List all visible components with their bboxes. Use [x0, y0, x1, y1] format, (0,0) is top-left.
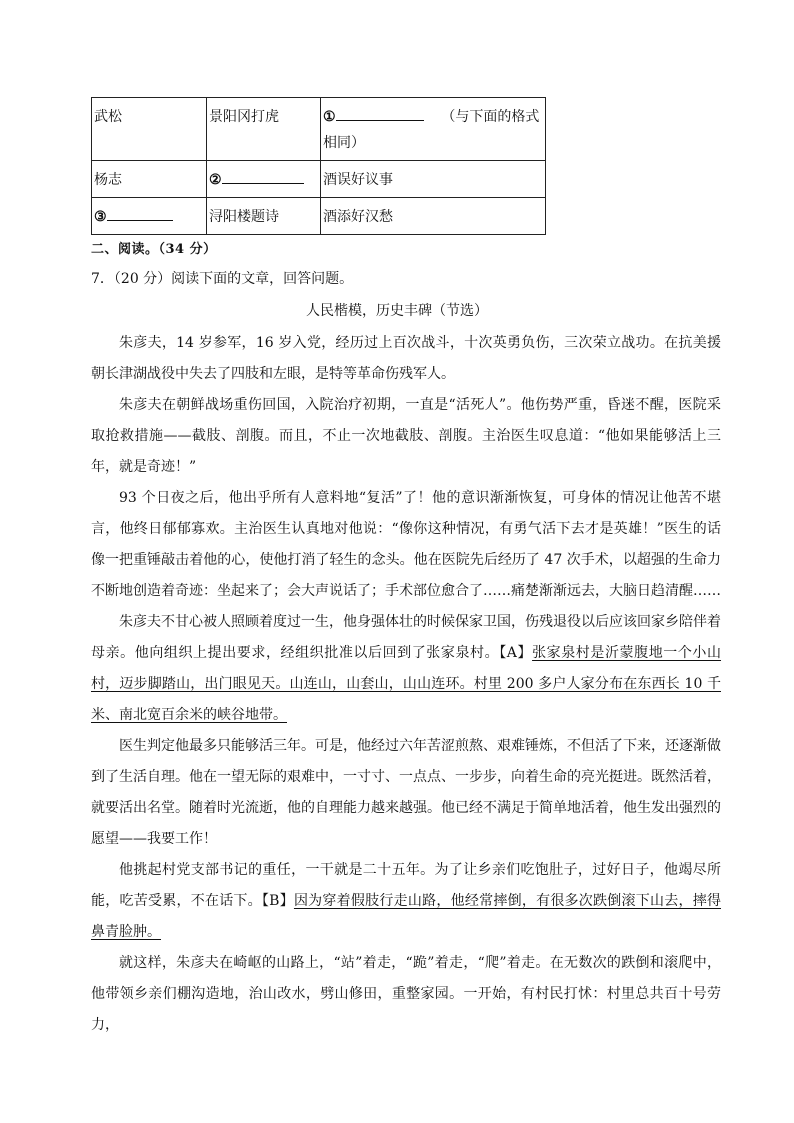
question-prompt: 7．（20 分）阅读下面的文章，回答问题。	[91, 271, 354, 287]
table-cell: 武松	[92, 98, 207, 161]
character-table	[91, 97, 546, 235]
paragraph-text: 朱彦夫不甘心被人照顾着度过一生，他身强体壮的时候保家卫国，伤残退役以后应该回家乡陪伴着母亲。他向组织上提出要求，经组织批准以后回到了张家泉村。【A】	[91, 614, 721, 661]
underlined-passage-a: 张家泉村是沂蒙腹地一个小山村，迈步脚踏山，出门眼见天。山连山，山套山，山山连环。村里 200 多户人家分布在东西长 10 千米、南北宽百余米的峡谷地带。	[91, 645, 722, 723]
section-heading: 二、阅读。（34 分）	[91, 242, 217, 257]
table-row	[92, 161, 546, 198]
underlined-passage-b: 因为穿着假肢行走山路，他经常摔倒，有很多次跌倒滚下山去，摔得鼻青脸肿。	[91, 893, 721, 940]
table-cell	[207, 161, 321, 198]
blank-number-2: ②	[209, 172, 222, 188]
answer-blank-3[interactable]	[107, 204, 173, 221]
table-cell	[321, 98, 546, 161]
format-note: （与下面的格式相同）	[323, 109, 540, 151]
article-title: 人民楷模，历史丰碑（节选）	[306, 303, 488, 319]
paragraph	[91, 607, 721, 731]
table-cell: 景阳冈打虎	[207, 98, 321, 161]
paragraph: 医生判定他最多只能够活三年。可是，他经过六年苦涩煎熬、艰难锤炼，不但活了下来，还逐渐做到了生活自理。他在一望无际的艰难中，一寸寸、一点点、一步步，向着生命的亮光挺进。既然活着，就要活出名堂。随着时光流逝，他的自理能力越来越强。他已经不满足于简单地活着，他生发出强烈的愿望——我要工作！	[91, 738, 721, 847]
article-body	[91, 328, 721, 1041]
paragraph: 朱彦夫在朝鲜战场重伤回国，入院治疗初期，一直是“活死人”。他伤势严重，昏迷不醒，医院采取抢救措施——截肢、剖腹。而且，不止一次地截肢、剖腹。主治医生叹息道：“他如果能够活上三年，就是奇迹！”	[91, 397, 721, 475]
table-cell: 杨志	[92, 161, 207, 198]
table-cell: 酒添好汉愁	[321, 198, 546, 235]
paragraph: 就这样，朱彦夫在崎岖的山路上，“站”着走，“跪”着走，“爬”着走。在无数次的跌倒和滚爬中，他带领乡亲们棚沟造地，治山改水，劈山修田，重整家园。一开始，有村民打怵：村里总共百十号劳力，	[91, 955, 721, 1033]
paragraph-text: 他挑起村党支部书记的重任，一干就是二十五年。为了让乡亲们吃饱肚子，过好日子，他竭尽所能，吃苦受累，不在话下。【B】	[91, 862, 721, 909]
table-cell: 酒误好议事	[321, 161, 546, 198]
table-cell: 浔阳楼题诗	[207, 198, 321, 235]
paragraph: 93 个日夜之后，他出乎所有人意料地“复活”了！他的意识渐渐恢复，可身体的情况让他苦不堪言，他终日郁郁寡欢。主治医生认真地对他说：“像你这种情况，有勇气活下去才是英雄！”医生的话像一把重锤敲击着他的心，使他打消了轻生的念头。他在医院先后经历了 47 次手术，以超强的生命力不断地创造着奇迹：坐起来了；会大声说话了；手术部位愈合了……痛楚渐渐远去，大脑日趋清醒……	[91, 490, 721, 599]
table-row	[92, 198, 546, 235]
blank-number-3: ③	[94, 209, 107, 225]
answer-blank-2[interactable]	[222, 167, 304, 184]
table-cell	[92, 198, 207, 235]
paragraph	[91, 855, 721, 948]
blank-number-1: ①	[323, 109, 336, 125]
paragraph: 朱彦夫，14 岁参军，16 岁入党，经历过上百次战斗，十次英勇负伤，三次荣立战功。在抗美援朝长津湖战役中失去了四肢和左眼，是特等革命伤残军人。	[91, 335, 721, 382]
answer-blank-1[interactable]	[336, 104, 424, 121]
table-row	[92, 98, 546, 161]
